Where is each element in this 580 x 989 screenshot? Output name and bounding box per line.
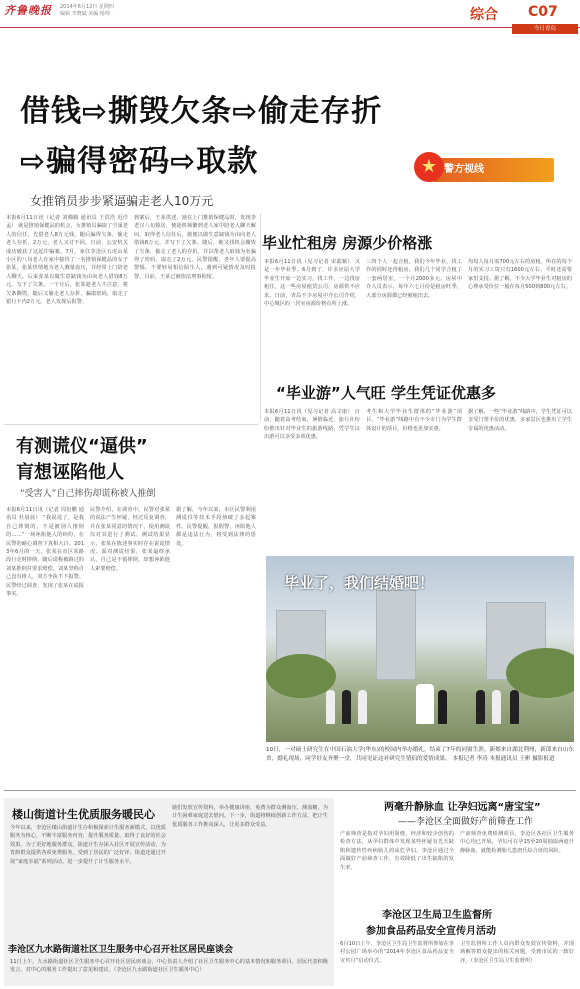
fraud-body-col3: 据了解，今年以来，市区民警利用测谎仪等技术手段侦破了多起案件。民警提醒，报假警、诬陷他人都是违法行为，将受到法律的惩处。 — [176, 507, 256, 547]
campaign-body-col2: 产前筛查免费检测项目，李沧区各社区卫生服务中心均已开展。孕妇可在孕15至20周抽取两毫升静脉血，就能检测胎儿患唐氏综合征的风险。 — [460, 831, 574, 854]
police-column-badge — [432, 158, 554, 182]
page-number: C07 — [528, 4, 558, 20]
edition-editors: 编辑 李晓斌 美编 杨帅 — [60, 11, 110, 17]
lead-headline-line1: 借钱⇨撕毁欠条⇨偷走存折 — [20, 94, 383, 129]
food-meeting-body-col1: 6月10日上午，李沧区卫生局卫生监督所参加在李村公园广场举办的“2014年李沧区食品药品安全宣传月”启动仪式。 — [340, 941, 454, 964]
column-divider — [260, 214, 261, 420]
subdistrict-body: 11日上午，九水路街道社区卫生服务中心召开社区居民座谈会，中心负责人介绍了社区卫生服务中心的基本情况和服务项目，居民代表积极发言，对中心的服务工作提出了意见和建议。（李沧区九水路街道社区卫生服务中心） — [10, 959, 328, 974]
campaign-body-col1: 产前筛查是指对孕妇用简便、经济和较少创伤的检查方法，从孕妇群体中发现某些怀疑有先天缺陷和遗传性疾病胎儿的高危孕妇。李沧区通过全面做好产前筛查工作，有效降低了出生缺陷的发生率。 — [340, 831, 454, 871]
lead-deck: 女推销员步步紧逼骗走老人10万元 — [30, 194, 214, 208]
photo-guest — [492, 690, 501, 724]
fraud-subtitle: “受害人”自己摔伤却谎称被人推倒 — [20, 489, 156, 499]
photo-guest — [358, 690, 367, 724]
family-planning-title: 楼山街道计生优质服务暖民心 — [12, 808, 155, 821]
food-meeting-body-col2: 卫生监督所工作人员向群众发放宣传资料，并现场解答群众提出的相关问题，受到市民的一致好评。（李沧区卫生局卫生监督所） — [460, 941, 574, 964]
masthead — [0, 0, 580, 28]
food-meeting-title-line1: 李沧区卫生局卫生监督所 — [382, 910, 492, 921]
rental-title: 毕业忙租房 房源少价格涨 — [262, 234, 433, 252]
photo-building — [376, 590, 416, 680]
photo-guest — [342, 690, 351, 724]
wedding-caption: 10日，一对硕士研究生在中国石油大学(华东)的校园内举办婚礼，结束了7年的同窗生涯。新娘来自湖北荆州，新郎来自山东省，婚礼现场，同学好友齐聚一堂，共同见证这对研究生情侣的爱情成果。 本报记者 李涛 本报通讯员 王彬 摄影报道 — [266, 747, 574, 762]
rental-body-col2: 三四个人一起合租。我们今年毕业，找工作的同时还得租房，我们几个同学合租了一套两居室，一个月2000多元。房屋中介人员表示，每年六七月份是租房旺季，大部分房源都已经被租出去。 — [366, 259, 462, 299]
section-name: 综合 — [470, 7, 498, 23]
photo-guest — [326, 690, 335, 724]
edition-info — [60, 4, 200, 18]
rental-body-col1: 本报6月11日讯（见习记者 宋聪颖） 又是一年毕业季。6月到了，许多应届大学毕业生开始一边实习，找工作，一边找房租住，这一些房屋租赁公司，房源供不应求。日前，青岛不少房屋中介公司介绍，中心城区的一居室房源价格有所上涨。 — [264, 259, 360, 308]
fraud-body-col2: 民警介绍，在调查中，民警对张某的说法产生怀疑，经过反复调查，并在张某同意的情况下，使用测谎仪对其进行了测试。测试结果显示，张某在陈述事实时存在说谎情况。面对测谎结果，张某最终承认，自己是不慎摔倒，却想诬陷他人索要赔偿。 — [90, 507, 170, 572]
subsection-tag: 今日青岛 — [512, 24, 578, 34]
family-planning-body-col2: 她们发放宣传资料，举办健康讲座，免费为群众测血压、测血糖，为计生困难家庭送去慰问。下一步，街道将继续创新工作方法，把计生优质服务工作推向深入，让更多群众受益。 — [172, 805, 328, 828]
section-rule — [4, 790, 576, 791]
edition-date: 2014年6月12日 星期四 — [60, 4, 114, 10]
photo-guest — [510, 690, 519, 724]
newspaper-logo: 齐鲁晚报 — [4, 4, 52, 17]
student-id-body-col3: 据了解，一些“毕业游”线路中，学生凭证可以享受门票半价的优惠，多家景区也推出了学生专属的优惠活动。 — [468, 409, 572, 432]
lead-body-col1: 本报6月11日讯（记者 刘腾腾 通讯员 王洪浩 迟洋孟） 就是推销保健品的机会，女推销员骗取了空巢老人的信任，先借老人8万元钱，随后骗得欠条，偷走老人存折，2万元，老人又讨不回。日前，公安机关成功破获了这起诈骗案。7月，家住李沧区五虎山某小区的八旬老人在家中接待了一名推销保健品的女子张某，张某热情地为老人测量血压，并经常上门陪老人聊天。后来张某以做生意缺钱为由向老人借钱8万元，写下了欠条。一个月后，张某趁老人不注意，将欠条撕毁，随后又偷走老人存折，骗取密码，取走了银行卡内2万元。老人发现后报警。 — [6, 215, 128, 306]
food-meeting-title-line2: 参加食品药品安全宣传月活动 — [366, 926, 496, 937]
fraud-title-line1: 有测谎仪“逼供” — [16, 436, 148, 457]
fraud-title-line2: 肓想诬陷他人 — [16, 462, 124, 483]
lead-headline-line2: ⇨骗得密码⇨取款 — [20, 144, 259, 179]
subdistrict-title: 李沧区九水路街道社区卫生服务中心召开社区居民座谈会 — [8, 945, 234, 955]
section-rule — [4, 424, 258, 425]
fraud-body-col1: 本报6月11日讯（记者 周衍鹏 通讯员 杜晨晨） “我说谎了，是我自己摔倒的，不是被别人推倒的……”一场诬陷他人的纠纷，在民警的耐心调查下真相大白。2013年6月的一天，张某在市区某路段行走时摔倒，随后谎称被路过的刘某推倒并要求赔偿。刘某坚称自己没有推人，双方争执不下报警。民警经过调查，发现了张某在谎报事实。 — [6, 507, 84, 598]
campaign-title-line2: ——李沧区全面做好产前筛查工作 — [398, 817, 534, 827]
student-id-title: “毕业游”人气旺 学生凭证优惠多 — [276, 384, 496, 402]
photo-bride — [416, 684, 434, 724]
rental-body-col3: 均每人每月需700元左右的房租。所在的每个月的实习工资只有1600元左右，平时还需要家里支持。据了解，不少大学毕业生对租房的心理承受价位一般在每月500到800元左右。 — [468, 259, 572, 291]
campaign-title-line1: 两毫升静脉血 让孕妇远离“唐宝宝” — [384, 802, 541, 813]
student-id-body-col2: 考生和大学毕业生群体的“毕业游”项目，“毕业游”线路中有不少专门为学生群体设计的项目，价格也更加实惠。 — [366, 409, 462, 432]
family-planning-body: 今年以来，李沧区楼山街道计生办积极探索计生服务新模式，以优质服务为核心，不断丰富服务内容，提升服务质量，取得了良好的社会效果。为了更好地服务群众，街道计生办深入社区开展宣传活动，为育龄群众提供各项免费服务，受到了居民的广泛好评。街道还通过开展“家庭幸福”系列活动，进一步提升了计生服务水平。 — [10, 825, 166, 865]
wedding-photo-title: 毕业了，我们结婚吧！ — [284, 574, 435, 592]
police-star-icon: ★ — [414, 152, 444, 182]
photo-guest — [476, 690, 485, 724]
police-column-label: 警方视线 — [444, 164, 484, 175]
student-id-body-col1: 本报6月11日讯（见习记者 高文康） 日前，随着高考结束，暑假临近，旅行社纷纷推出针对毕业生的旅游线路，凭学生证出游可以享受多项优惠。 — [264, 409, 360, 441]
lead-body-col2: 到案后，王某供述，她在上门推销保健品时，发现李老汉八旬独居，便趁机频繁到老人家中陪老人聊天解闷，取得老人信任后，她便以做生意缺钱为由向老人借钱8万元，并写下了欠条。随后，她又找机会撕毁了欠条，偷走了老人的存折，并以帮老人取钱为名骗得了密码，取走了2万元。民警提醒，老年人要提高警惕，不要轻易相信陌生人，遇到可疑情况及时报警。目前，王某已被依法刑事拘留。 — [134, 215, 256, 280]
photo-groom — [438, 690, 447, 724]
